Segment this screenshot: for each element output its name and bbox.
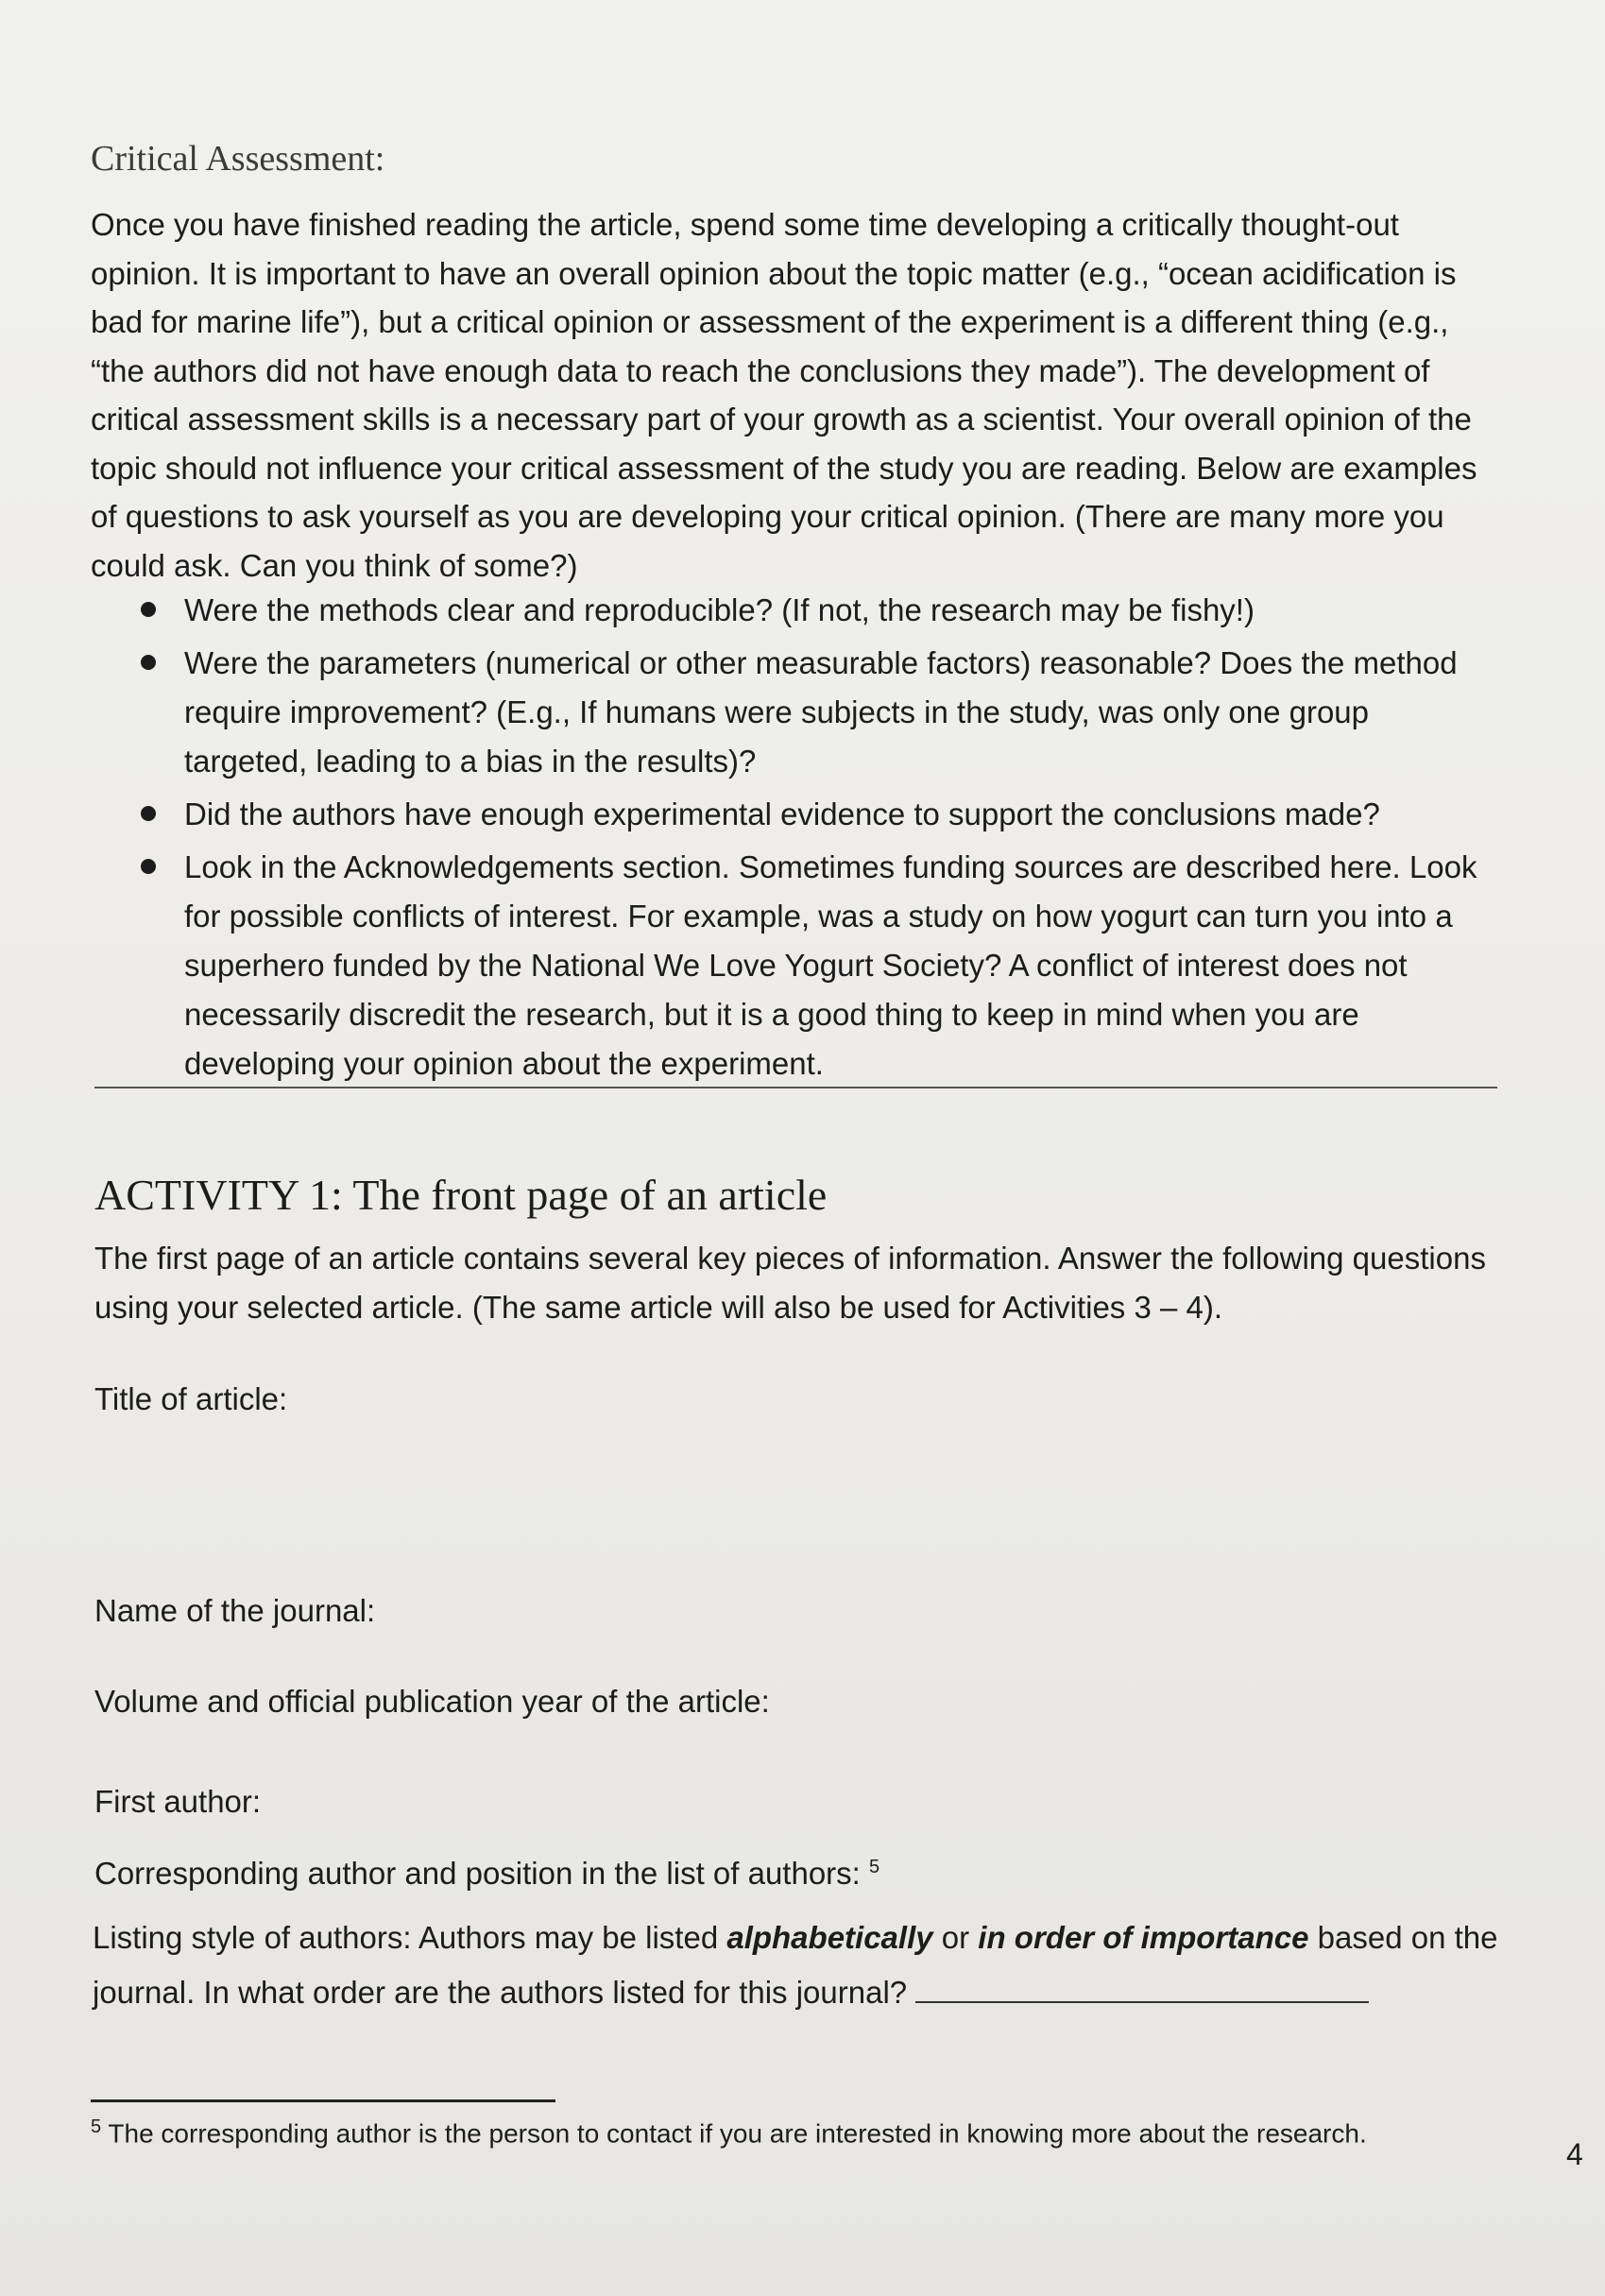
critical-assessment-heading: Critical Assessment:	[91, 139, 385, 179]
journal-field-label: Name of the journal:	[94, 1593, 376, 1628]
volume-field-label: Volume and official publication year of the article:	[94, 1684, 770, 1719]
list-item: Did the authors have enough experimental evidence to support the conclusions made?	[137, 790, 1497, 839]
first-author-field-label: First author:	[94, 1784, 262, 1819]
title-field-label: Title of article:	[94, 1381, 288, 1416]
page-number: 4	[1566, 2137, 1583, 2171]
activity-intro: The first page of an article contains several key pieces of information. Answer the following questions using your selected article. (The same article will also be used for Activities 3 – 4).	[94, 1241, 1486, 1325]
list-item: Were the parameters (numerical or other measurable factors) reasonable? Does the method require improvement? (E.g., If humans were subjects in the study, was only one group targeted, leading to a bias in the results)?	[137, 639, 1497, 786]
question-list	[137, 586, 1497, 1092]
list-item: Look in the Acknowledgements section. Sometimes funding sources are described here. Look for possible conflicts of interest. For example, was a study on how yogurt can turn you into a superhero funded by the National We Love Yogurt Society? A conflict of interest does not necessarily discredit the research, but it is a good thing to keep in mind when you are developing your opinion about the experiment.	[137, 843, 1497, 1088]
activity-heading: ACTIVITY 1: The front page of an article	[94, 1171, 828, 1219]
bullet-icon	[141, 859, 156, 874]
critical-assessment-paragraph: Once you have finished reading the article, spend some time developing a critically thought-out opinion. It is important to have an overall opinion about the topic matter (e.g., “ocean acidification is bad for marine life”), but a critical opinion or assessment of the experiment is a different thing (e.g., “the authors did not have enough data to reach the conclusions they made”). The development of critical assessment skills is a necessary part of your growth as a scientist. Your overall opinion of the topic should not influence your critical assessment of the study you are reading. Below are examples of questions to ask yourself as you are developing your critical opinion. (There are many more you could ask. Can you think of some?)	[91, 207, 1477, 583]
bullet-icon	[141, 602, 156, 617]
footnote-divider	[91, 2099, 555, 2102]
footnote-ref: 5	[869, 1857, 880, 1877]
bullet-icon	[141, 806, 156, 821]
bullet-icon	[141, 655, 156, 670]
listing-style-question: Listing style of authors: Authors may be listed alphabetically or in order of importance based on the journal. In what order are the authors listed for this journal?	[93, 1920, 1498, 2010]
section-divider	[94, 1087, 1497, 1088]
answer-blank[interactable]	[915, 1973, 1369, 2003]
footnote: $^5$ The corresponding author is the person to contact if you are interested in knowing more about the research.	[91, 2116, 1367, 2149]
corresponding-author-field-label: Corresponding author and position in the list of authors: $^5$	[94, 1856, 880, 1891]
list-item: Were the methods clear and reproducible? (If not, the research may be fishy!)	[137, 586, 1497, 635]
